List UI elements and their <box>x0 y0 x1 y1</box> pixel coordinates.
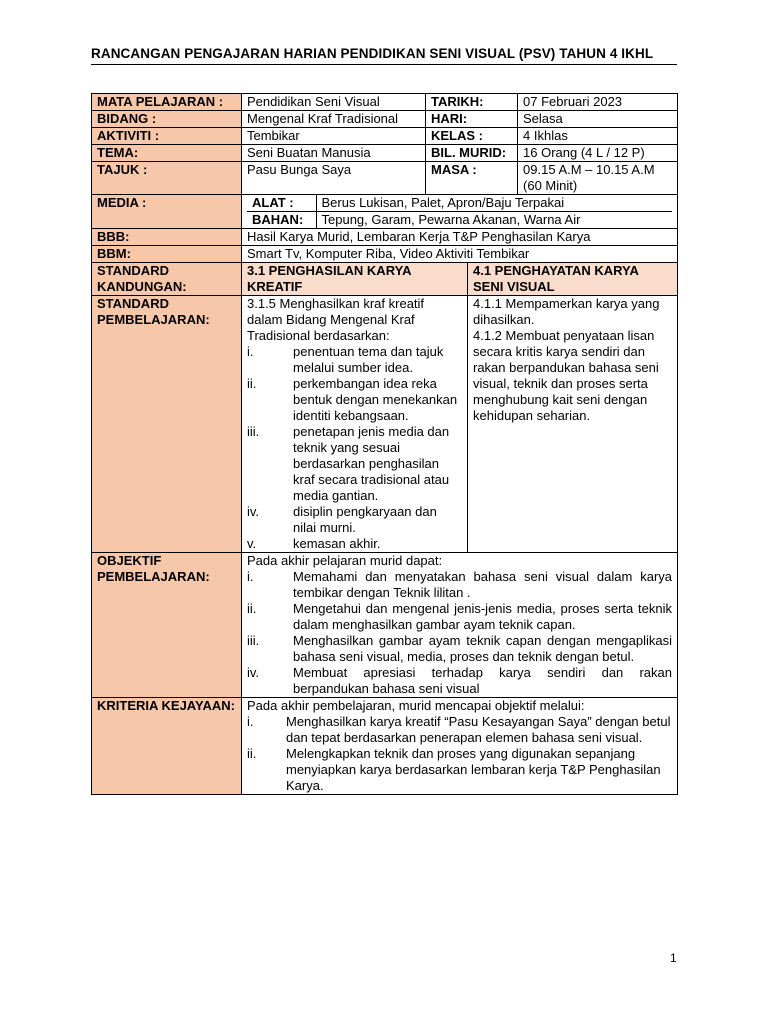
kriteria-cell <box>242 698 678 795</box>
kriteria-list <box>247 714 672 794</box>
value-hari: Selasa <box>518 111 678 128</box>
list-item: ii. Mengetahui dan mengenal jenis-jenis media, proses serta teknik dalam menghasilkan gambar ayam teknik capan. <box>247 601 673 632</box>
list-item: i. Memahami dan menyatakan bahasa seni visual dalam karya tembikar dengan Teknik lilitan . <box>247 569 673 600</box>
label-bil-murid: BIL. MURID: <box>426 145 518 162</box>
media-bahan-row <box>247 212 672 229</box>
list-item: iii. penetapan jenis media dan teknik yang sesuai berdasarkan penghasilan kraf secara tradisional atau media gantian. <box>247 424 450 503</box>
media-subtable <box>247 195 672 228</box>
standard-pembelajaran-412: 4.1.2 Membuat penyataan lisan secara kritis karya sendiri dan rakan berpandukan bahasa seni visual, teknik dan proses serta menghubung kait seni dengan kehidupan seharian. <box>473 328 659 423</box>
value-mata-pelajaran: Pendidikan Seni Visual <box>242 94 426 111</box>
value-bahan: Tepung, Garam, Pewarna Akanan, Warna Air <box>316 212 672 229</box>
objektif-intro: Pada akhir pelajaran murid dapat: <box>247 553 443 568</box>
label-bbm: BBM: <box>92 246 242 263</box>
lesson-plan-table <box>91 93 678 795</box>
standard-pembelajaran-list <box>247 344 462 552</box>
label-objektif: OBJEKTIF PEMBELAJARAN: <box>92 553 242 698</box>
label-media: MEDIA : <box>92 195 242 229</box>
value-masa: 09.15 A.M – 10.15 A.M (60 Minit) <box>518 162 678 195</box>
value-tarikh: 07 Februari 2023 <box>518 94 678 111</box>
label-tarikh: TARIKH: <box>426 94 518 111</box>
standard-pembelajaran-intro: 3.1.5 Menghasilkan kraf kreatif dalam Bidang Mengenal Kraf Tradisional berdasarkan: <box>247 296 425 343</box>
row-kriteria <box>92 698 678 795</box>
value-aktiviti: Tembikar <box>242 128 426 145</box>
label-masa: MASA : <box>426 162 518 195</box>
label-kriteria: KRITERIA KEJAYAAN: <box>92 698 242 795</box>
label-bidang: BIDANG : <box>92 111 242 128</box>
row-standard-pembelajaran <box>92 296 678 553</box>
standard-pembelajaran-411: 4.1.1 Mempamerkan karya yang dihasilkan. <box>473 296 660 327</box>
list-item: iii. Menghasilkan gambar ayam teknik capan dengan mengaplikasi bahasa seni visual, media, proses dan teknik dengan betul. <box>247 633 673 664</box>
kriteria-intro: Pada akhir pembelajaran, murid mencapai objektif melalui: <box>247 698 585 713</box>
standard-pembelajaran-col2 <box>468 296 678 553</box>
standard-pembelajaran-col1 <box>242 296 468 553</box>
standard-kandungan-col1: 3.1 PENGHASILAN KARYA KREATIF <box>242 263 468 296</box>
row-aktiviti <box>92 128 678 145</box>
label-bahan: BAHAN: <box>247 212 316 229</box>
value-bidang: Mengenal Kraf Tradisional <box>242 111 426 128</box>
list-item: ii. perkembangan idea reka bentuk dengan menekankan identiti kebangsaan. <box>247 376 458 423</box>
row-objektif <box>92 553 678 698</box>
row-tajuk <box>92 162 678 195</box>
list-item: ii. Melengkapkan teknik dan proses yang digunakan sepanjang menyiapkan karya berdasarkan lembaran kerja T&P Penghasilan Karya. <box>247 746 661 793</box>
objektif-cell <box>242 553 678 698</box>
label-aktiviti: AKTIVITI : <box>92 128 242 145</box>
media-cell <box>242 195 678 229</box>
document-title: RANCANGAN PENGAJARAN HARIAN PENDIDIKAN SENI VISUAL (PSV) TAHUN 4 IKHL <box>91 46 654 61</box>
row-standard-kandungan <box>92 263 678 296</box>
value-tajuk: Pasu Bunga Saya <box>242 162 426 195</box>
label-standard-pembelajaran: STANDARD PEMBELAJARAN: <box>92 296 242 553</box>
value-bbm: Smart Tv, Komputer Riba, Video Aktiviti Tembikar <box>242 246 678 263</box>
list-item: iv. Membuat apresiasi terhadap karya sendiri dan rakan berpandukan bahasa seni visual <box>247 665 673 696</box>
label-alat: ALAT : <box>247 195 316 212</box>
row-tema <box>92 145 678 162</box>
row-media <box>92 195 678 229</box>
label-kelas: KELAS : <box>426 128 518 145</box>
row-bbm <box>92 246 678 263</box>
value-alat: Berus Lukisan, Palet, Apron/Baju Terpakai <box>321 195 565 210</box>
value-kelas: 4 Ikhlas <box>518 128 678 145</box>
media-alat-row <box>247 195 672 212</box>
label-mata-pelajaran: MATA PELAJARAN : <box>92 94 242 111</box>
row-bbb <box>92 229 678 246</box>
value-bil-murid: 16 Orang (4 L / 12 P) <box>518 145 678 162</box>
objektif-list <box>247 569 672 697</box>
value-bbb: Hasil Karya Murid, Lembaran Kerja T&P Penghasilan Karya <box>242 229 678 246</box>
label-tajuk: TAJUK : <box>92 162 242 195</box>
list-item: iv. disiplin pengkaryaan dan nilai murni. <box>247 504 437 535</box>
title-underline <box>91 64 677 65</box>
list-item: i. Menghasilkan karya kreatif “Pasu Kesayangan Saya” dengan betul dan tepat berdasarkan penerapan elemen bahasa seni visual. <box>247 714 671 745</box>
page-number: 1 <box>670 951 677 965</box>
label-standard-kandungan: STANDARD KANDUNGAN: <box>92 263 242 296</box>
standard-kandungan-col2: 4.1 PENGHAYATAN KARYA SENI VISUAL <box>468 263 678 296</box>
list-item: v. kemasan akhir. <box>247 536 381 551</box>
label-bbb: BBB: <box>92 229 242 246</box>
row-mata-pelajaran <box>92 94 678 111</box>
row-bidang <box>92 111 678 128</box>
label-tema: TEMA: <box>92 145 242 162</box>
label-hari: HARI: <box>426 111 518 128</box>
list-item: i. penentuan tema dan tajuk melalui sumber idea. <box>247 344 444 375</box>
value-tema: Seni Buatan Manusia <box>242 145 426 162</box>
